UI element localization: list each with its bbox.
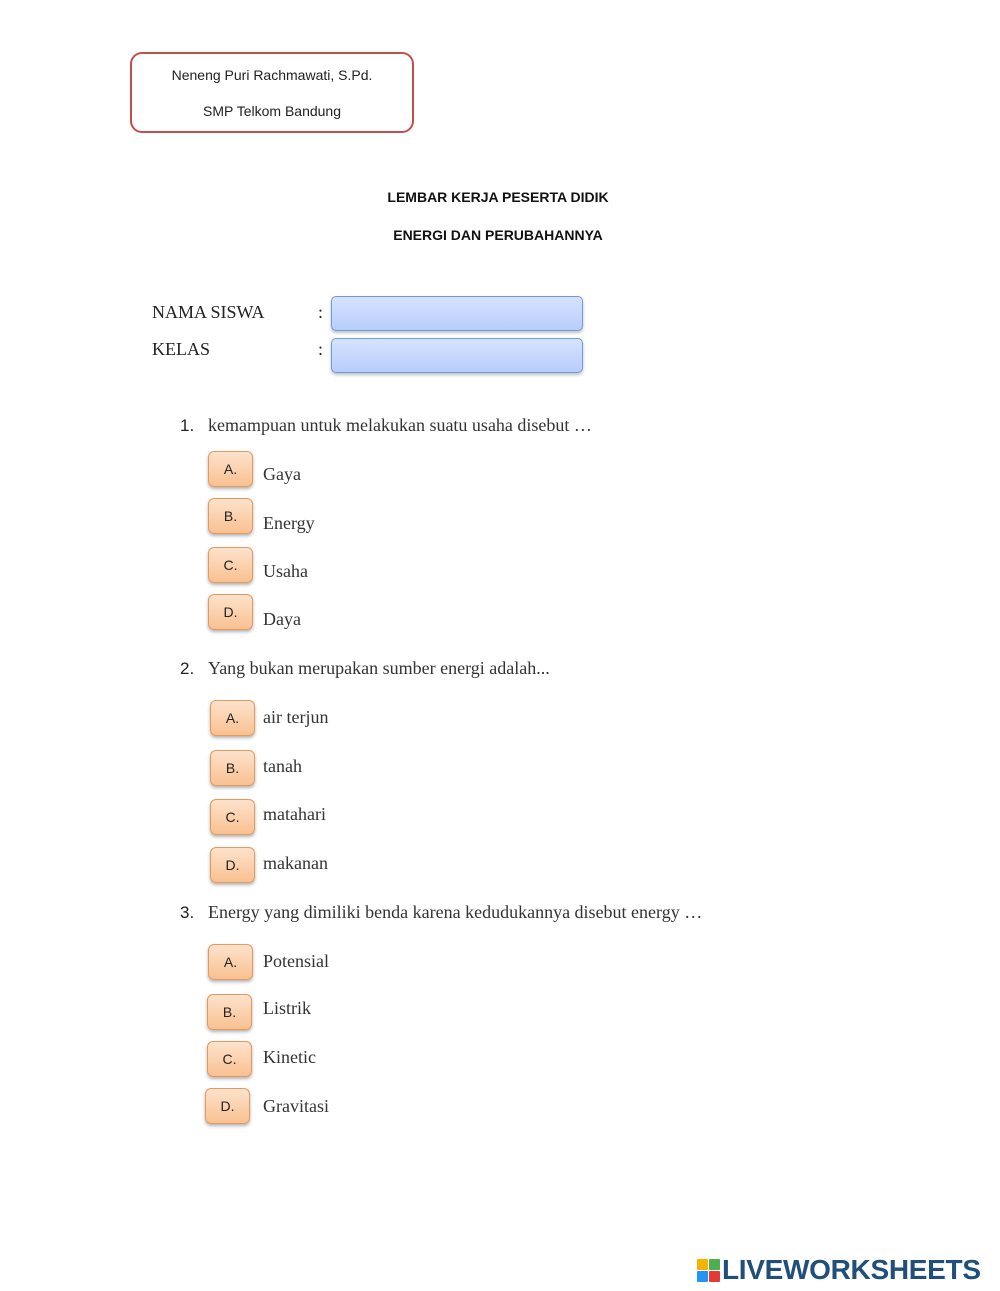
q2-option-c-text: matahari [263, 804, 326, 824]
question-1-text: kemampuan untuk melakukan suatu usaha disebut … [208, 415, 592, 435]
teacher-info-box [130, 52, 414, 133]
school-name: SMP Telkom Bandung [202, 103, 341, 119]
q3-option-b-text: Listrik [263, 998, 311, 1018]
q3-option-c-text: Kinetic [263, 1047, 316, 1067]
q1-option-d-button[interactable]: D. [208, 594, 253, 630]
q3-option-c-button[interactable]: C. [207, 1041, 252, 1077]
q1-option-b-button[interactable]: B. [208, 498, 253, 534]
worksheet-subtitle: ENERGI DAN PERUBAHANNYA [393, 227, 603, 243]
q2-option-b-button[interactable]: B. [210, 750, 255, 786]
student-name-colon: : [318, 302, 324, 322]
q1-option-c-button[interactable]: C. [208, 547, 253, 583]
class-field[interactable] [331, 338, 583, 373]
q2-option-d-button[interactable]: D. [210, 847, 255, 883]
q1-option-d-text: Daya [263, 609, 301, 629]
q1-option-a-text: Gaya [263, 464, 301, 484]
q3-option-a-text: Potensial [263, 951, 329, 971]
class-label: KELAS [152, 339, 210, 359]
teacher-name: Neneng Puri Rachmawati, S.Pd. [171, 67, 373, 83]
q3-option-d-text: Gravitasi [263, 1096, 329, 1116]
q1-option-c-text: Usaha [263, 561, 308, 581]
q2-option-c-button[interactable]: C. [210, 799, 255, 835]
class-colon: : [318, 339, 324, 359]
question-3-number: 3. [180, 903, 195, 922]
logo-text: LIVEWORKSHEETS [722, 1254, 981, 1285]
worksheet-title: LEMBAR KERJA PESERTA DIDIK [387, 189, 609, 205]
q2-option-d-text: makanan [263, 853, 328, 873]
student-name-label: NAMA SISWA [152, 302, 265, 322]
q1-option-a-button[interactable]: A. [208, 451, 253, 487]
q3-option-d-button[interactable]: D. [205, 1088, 250, 1124]
question-2-number: 2. [180, 659, 195, 678]
student-name-field[interactable] [331, 296, 583, 331]
q3-option-a-button[interactable]: A. [208, 944, 253, 980]
logo-squares-icon [697, 1259, 720, 1282]
q1-option-b-text: Energy [263, 513, 315, 533]
question-3-text: Energy yang dimiliki benda karena kedudukannya disebut energy … [208, 902, 703, 922]
question-1-number: 1. [180, 416, 195, 435]
q2-option-a-button[interactable]: A. [210, 700, 255, 736]
q2-option-a-text: air terjun [263, 707, 329, 727]
liveworksheets-logo [697, 1254, 981, 1286]
q2-option-b-text: tanah [263, 756, 302, 776]
q3-option-b-button[interactable]: B. [207, 994, 252, 1030]
question-2-text: Yang bukan merupakan sumber energi adalah... [208, 658, 550, 678]
